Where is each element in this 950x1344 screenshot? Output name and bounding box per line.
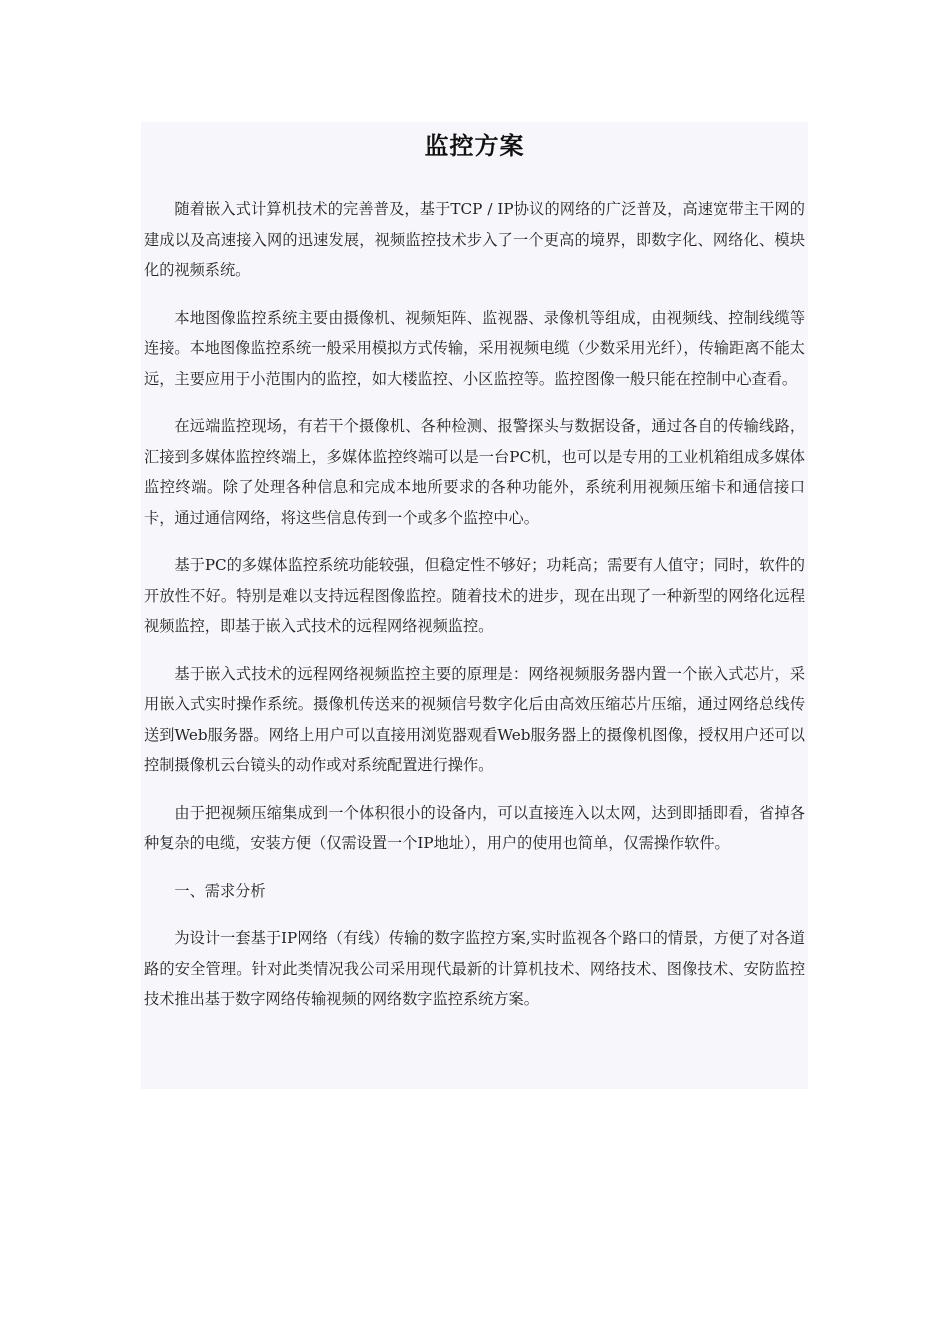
paragraph-embedded-principle: 基于嵌入式技术的远程网络视频监控主要的原理是：网络视频服务器内置一个嵌入式芯片，采用嵌入式实时操作系统。摄像机传送来的视频信号数字化后由高效压缩芯片压缩，通过网络总线传送到Web服务器。网络上用户可以直接用浏览器观看Web服务器上的摄像机图像，授权用户还可以控制摄像机云台镜头的动作或对系统配置进行操作。: [144, 664, 805, 774]
paragraph-intro: 随着嵌入式计算机技术的完善普及，基于TCP / IP协议的网络的广泛普及，高速宽带主干网的建成以及高速接入网的迅速发展，视频监控技术步入了一个更高的境界，即数字化、网络化、模块化的视频系统。: [144, 200, 805, 279]
document-page: [141, 122, 808, 1089]
paragraph-pc-system: 基于PC的多媒体监控系统功能较强，但稳定性不够好；功耗高；需要有人值守；同时，软件的开放性不好。特别是难以支持远程图像监控。随着技术的进步，现在出现了一种新型的网络化远程视频监控，即基于嵌入式技术的远程网络视频监控。: [144, 556, 805, 635]
paragraph-requirements: 为设计一套基于IP网络（有线）传输的数字监控方案,实时监视各个路口的情景，方便了对各道路的安全管理。针对此类情况我公司采用现代最新的计算机技术、网络技术、图像技术、安防监控技术推出基于数字网络传输视频的网络数字监控系统方案。: [144, 929, 805, 1008]
paragraph-compression: 由于把视频压缩集成到一个体积很小的设备内，可以直接连入以太网，达到即插即看，省掉各种复杂的电缆，安装方便（仅需设置一个IP地址），用户的使用也简单，仅需操作软件。: [144, 803, 805, 852]
section-heading-requirements: 一、需求分析: [174, 881, 266, 900]
document-title: 监控方案: [424, 131, 525, 160]
paragraph-remote-site: 在远端监控现场，有若干个摄像机、各种检测、报警探头与数据设备，通过各自的传输线路，汇接到多媒体监控终端上，多媒体监控终端可以是一台PC机，也可以是专用的工业机箱组成多媒体监控终端。除了处理各种信息和完成本地所要求的各种功能外，系统利用视频压缩卡和通信接口卡，通过通信网络，将这些信息传到一个或多个监控中心。: [144, 417, 805, 527]
paragraph-local-system: 本地图像监控系统主要由摄像机、视频矩阵、监视器、录像机等组成，由视频线、控制线缆等连接。本地图像监控系统一般采用模拟方式传输，采用视频电缆（少数采用光纤），传输距离不能太远，主要应用于小范围内的监控，如大楼监控、小区监控等。监控图像一般只能在控制中心查看。: [144, 308, 805, 388]
